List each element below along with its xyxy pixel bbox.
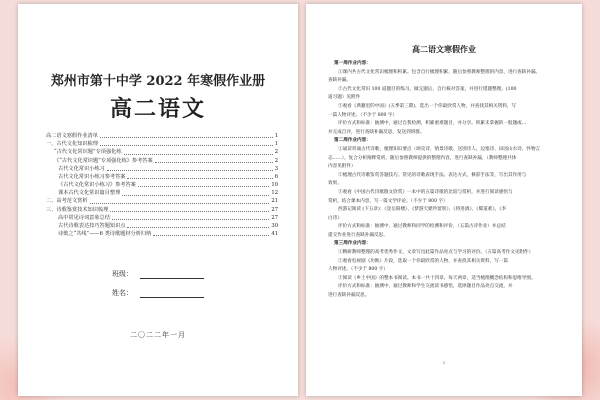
cover-page	[18, 4, 298, 396]
assignment-line: 并完成自评，进行查缺补漏反思，发送到班群。	[328, 129, 425, 135]
assignment-line: 进行查缺补漏反思。	[328, 293, 370, 299]
week-heading: 第三周作业内容：	[334, 241, 371, 247]
toc-item-text: 古代文化常识小练习参考答案	[58, 173, 126, 180]
toc-item	[46, 148, 278, 156]
week-heading: 第二周作业内容：	[334, 138, 371, 144]
toc-item-text: “古代文化常识题”专项强化练	[54, 149, 122, 156]
class-blank-line	[140, 270, 204, 279]
toc-leader-dots	[127, 227, 269, 228]
class-label: 班级：	[112, 270, 133, 278]
assignment-line: 评价方式和标准：抽测中，通过自我检测，积累重难题目，并分享。积累未掌握的一般题或...	[338, 121, 527, 127]
assignment-line: ③观看《中国古代诗歌散文欣赏》一本中的五篇诗歌的比较与赏析，并进行阅读感悟与	[338, 189, 513, 195]
toc-leader-dots	[110, 211, 269, 212]
toc-item	[46, 132, 278, 140]
toc-item	[46, 230, 278, 238]
assignment-line: 一篇人物评述。（不少于 800 字）	[328, 112, 398, 118]
toc-item-page: 2	[274, 157, 278, 164]
assignment-line: 评价方式和标准：抽测中，通过教师和学生交流读书感悟，选择题目作品亮点交流，并	[338, 284, 513, 290]
assignment-line: ③观看《典籍里的中国》(五季第三期)，选出一个你最欣赏人物，并查找其相关资料，写	[338, 103, 517, 109]
toc-item	[46, 222, 278, 230]
toc-leader-dots	[107, 170, 273, 171]
assignment-line: 查缺补漏。	[328, 78, 351, 84]
toc-item	[46, 214, 278, 222]
week-heading: 第一周作业内容：	[334, 61, 371, 66]
toc-leader-dots	[138, 186, 270, 187]
toc-item	[46, 189, 278, 197]
school-title: 郑州市第十中学 2022 年寒假作业册	[50, 74, 266, 89]
toc-item-page: 3	[274, 165, 278, 172]
assignment-line: ②观看电视剧《功勋》片段，选取一个你最欣赏的人物，并查找其相关资料，写一篇	[338, 258, 508, 264]
assignment-line: 西游记阅读 (下五章)：《登岳阳楼》、《梦游天姥吟留别》、《将进酒》、《蜀道难》、《李	[338, 207, 507, 213]
toc-item-text: 二、高考范文赏析	[46, 198, 88, 205]
assignment-line: ①诵读背诵古代诗歌，梳理知识要点（颂史诗、情景诗歌、送别诗人、边塞诗、田园山水诗、怀物言	[338, 146, 541, 152]
toc-item-text: 《“古代文化常识题”专项强化练》参考答案	[54, 157, 153, 164]
toc-item	[46, 198, 278, 206]
name-field-row	[112, 288, 204, 298]
assignment-line: 赏析，结合课本内容，写一篇文学评论。（不少于 800 字）	[328, 198, 448, 204]
name-label: 姓名：	[112, 289, 133, 297]
toc-item-page: 6	[274, 173, 278, 180]
toc-leader-dots	[124, 154, 273, 155]
toc-leader-dots	[122, 195, 269, 196]
toc-item-page: 27	[271, 206, 278, 213]
toc-item-text: 高二语文寒假作业清单	[46, 132, 98, 139]
assignment-line: 道习题）见附件	[328, 95, 361, 101]
toc-item-text: 三、诗歌鉴赏技术知识梳理	[46, 206, 109, 213]
name-blank-line	[140, 289, 204, 298]
toc-leader-dots	[153, 235, 269, 236]
assignment-line: 提交作业进行查缺补漏反思。	[328, 232, 388, 238]
toc-leader-dots	[100, 137, 273, 138]
assignment-line: 评价方式和标准：抽测中，通过教师和同学的检测和评价，（五篇古诗作业）并总结	[338, 224, 506, 230]
assignment-line: ①课内共古代文化常识梳理和积累。包含自行梳理积累，随后参照教师整理的内容，进行查缺补漏。	[338, 69, 541, 75]
toc-item-text: 课本古代文化常识篇目整理	[58, 190, 121, 197]
toc-leader-dots	[127, 178, 272, 179]
toc-item	[46, 206, 278, 214]
toc-item-text: 诗歌之“共线”——6 类诗歌题材分析归纳	[58, 231, 152, 238]
toc-item-page: 12	[271, 190, 278, 197]
assignment-line: ②梳理古代诗歌鉴赏答题技巧。常见的诗歌表现手法、表达方式，修辞手法等，写出其作用与	[338, 172, 527, 178]
toc-item-page: 41	[271, 231, 278, 238]
assignment-line: ②古代文化常识 100 道题目的练习。做完题后，自行核对答案，并进行错题整理。(100	[338, 86, 517, 92]
toc-item	[46, 140, 278, 148]
table-of-contents	[46, 132, 278, 238]
toc-item-page: 10	[271, 182, 278, 189]
class-field-row	[112, 269, 204, 279]
assignment-line: 内容见附件）	[328, 164, 356, 170]
assignment-line: 白诗》	[328, 215, 342, 221]
toc-item	[46, 165, 278, 173]
toc-item	[46, 157, 278, 165]
assignment-line: 志……），复合分析阐释赏析，随后参照教师提供的整理内容，进行查缺补漏，（教师整理共体	[328, 155, 517, 161]
toc-item-page: 1	[274, 132, 278, 139]
assignment-line: ①精研教师整理的高考优秀作文，文章写出此篇作品亮点与学习的评价。（五篇高考作文见附件）	[338, 250, 534, 256]
toc-item-text: 《古代文化常识小练习》参考答案	[58, 182, 136, 189]
assignment-line: 效果。	[328, 181, 342, 187]
toc-item-page: 30	[271, 223, 278, 230]
toc-leader-dots	[100, 145, 273, 146]
subject-title: 高二语文	[109, 96, 206, 122]
assignment-line: 人物评述。（不少于 800 字）	[328, 267, 388, 273]
assignment-title: 高二语文寒假作业	[412, 44, 476, 54]
student-info-form	[112, 269, 204, 307]
toc-item	[46, 173, 278, 181]
toc-item-text: 一、古代文化知识梳理	[46, 141, 98, 148]
date-text: 二〇二二年一月	[130, 331, 186, 339]
toc-leader-dots	[90, 203, 270, 204]
toc-item-page: 1	[274, 141, 278, 148]
assignment-line: ③阅读《乡土中国》的整本书阅读。本书一共十四章。每天两章，适当梳理概念结构和思维导图。	[338, 275, 536, 281]
toc-leader-dots	[155, 162, 273, 163]
assignment-page	[306, 4, 582, 396]
page-number: 1	[442, 360, 446, 365]
toc-item	[46, 181, 278, 189]
toc-item-text: 古代诗歌表达技巧答题知识点	[58, 223, 126, 230]
toc-item-text: 古代文化常识小练习	[58, 165, 105, 172]
toc-leader-dots	[112, 219, 270, 220]
toc-item-page: 27	[271, 214, 278, 221]
toc-item-page: 21	[271, 198, 278, 205]
toc-item-text: 高中常见诗词意象总结	[58, 214, 110, 221]
toc-item-page: 2	[274, 149, 278, 156]
assignment-body	[328, 60, 562, 301]
